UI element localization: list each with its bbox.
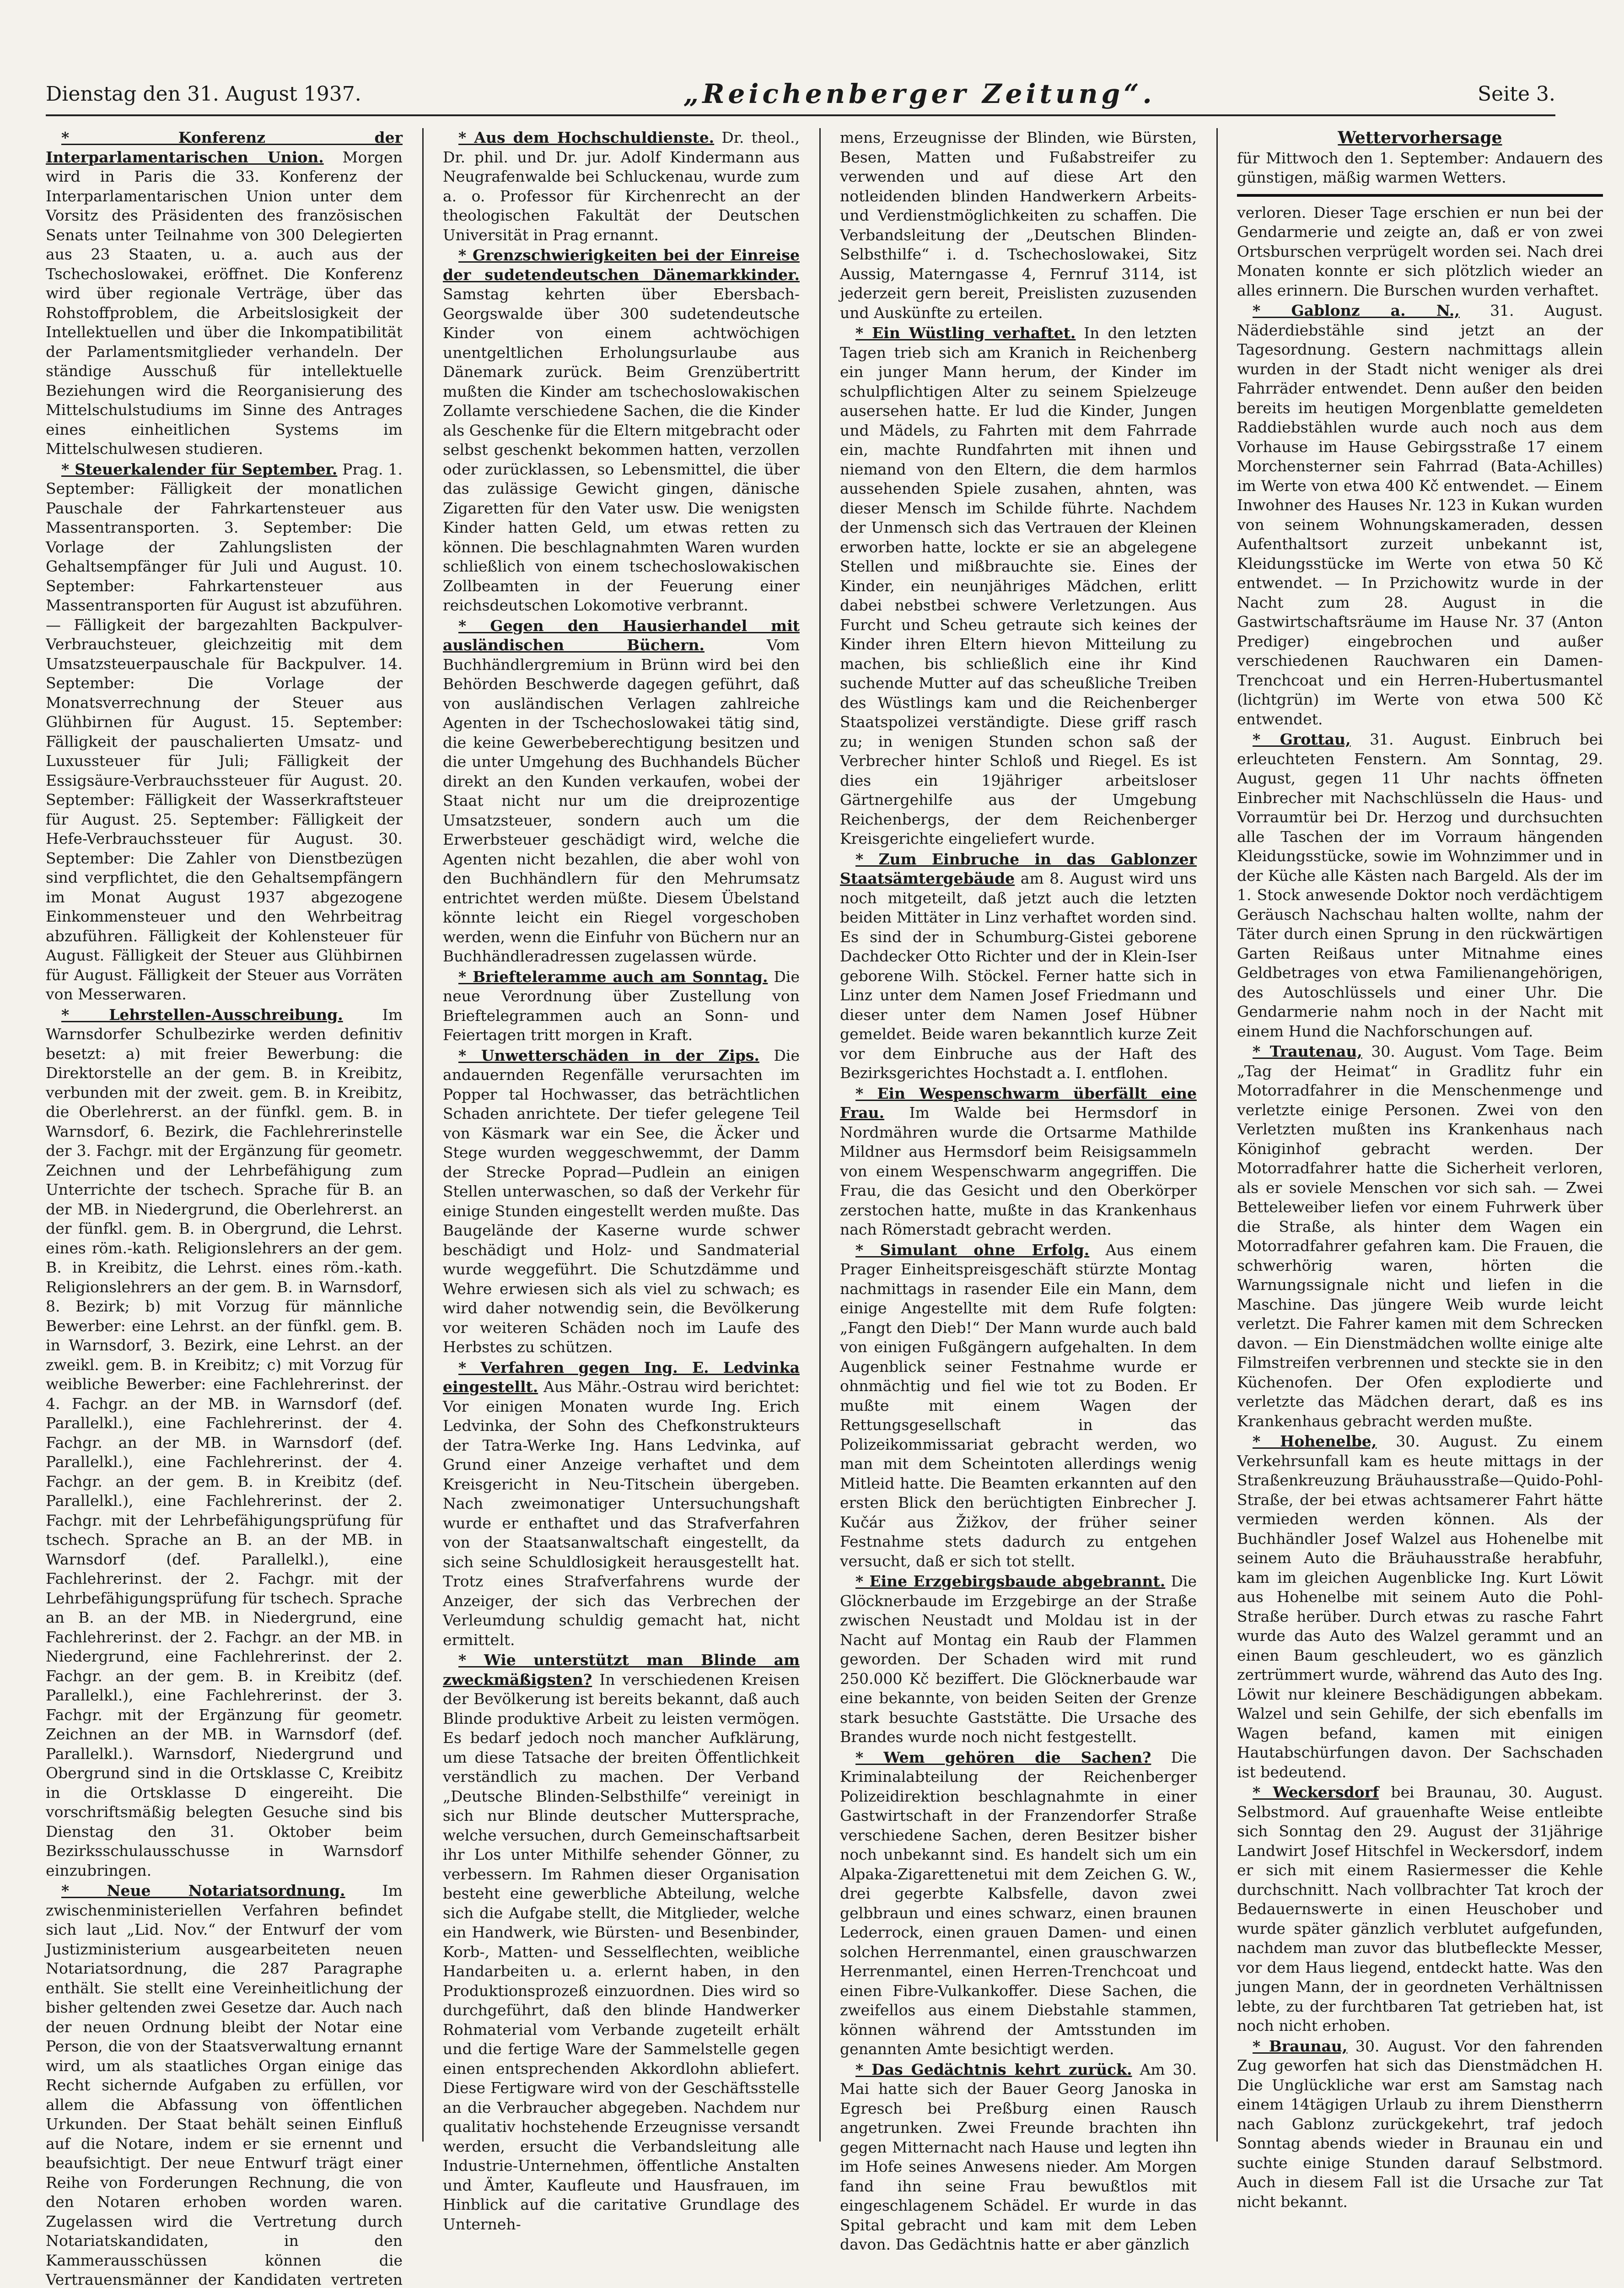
article-body: 30. August. Zu einem Verkehrsunfall kam es heute mittags in der Straßenkreuzung Bräuhausstraße—Quido-Pohl-Straße, der bei etwas achtsamerer Fahrt hätte vermieden werden können. Als der Buchhändler Josef Walzel aus Hohenelbe mit seinem Auto die Bräuhausstraße herabfuhr, kam im gleichen Augenblicke Ing. Kurt Löwit aus Hohenelbe mit seinem Auto die Pohl-Straße herüber. Durch etwas zu rasche Fahrt wurde das Auto des Walzel gerammt und an einen Baum geschleudert, wo es gänzlich zertrümmert wurde, während das Auto des Ing. Löwit nur kleinere Beschädigungen abbekam. Walzel und sein Gehilfe, der sich ebenfalls im Wagen befand, kamen mit einigen Hautabschürfungen davon. Der Sachschaden ist bedeutend.	[1237, 1432, 1603, 1781]
article	[1237, 1432, 1603, 1782]
column-4-articles	[1237, 203, 1603, 2212]
article-headline: * Braunau,	[1253, 2037, 1348, 2055]
article	[840, 324, 1197, 849]
page-header	[46, 73, 1555, 116]
article-body: Dr. theol., Dr. phil. und Dr. jur. Adolf Kindermann aus Neugrafenwalde bei Schluckenau, wurde zum a. o. Professor für Kirchenrecht an der theologischen Fakultät der Deutschen Universität in Prag ernannt.	[443, 129, 800, 244]
article-body: Prag. 1. September: Fälligkeit der monatlichen Pauschale der Fahrkartensteuer aus Massentransporten. 3. September: Die Vorlage der Zahlungslisten der Gehaltsempfänger für Juli und August. 10. September: Fahrkartensteuer aus Massentransporten für August ist abzuführen. — Fälligkeit der bargezahlten Backpulver-Verbrauchsteuer, gleichzeitig mit dem Umsatzsteuerpauschale für Backpulver. 14. September: Die Vorlage der Monatsverrechnung der Steuer aus Glühbirnen für August. 15. September: Fälligkeit der pauschalierten Umsatz- und Luxussteuer für Juli; Fälligkeit der Essigsäure-Verbrauchssteuer für August. 20. September: Fälligkeit der Wasserkraftsteuer für August. 25. September: Fälligkeit der Hefe-Verbrauchssteuer für August. 30. September: Die Zahler von Dienstbezügen sind verpflichtet, die den Gehaltsempfängern im Monat August 1937 abgezogene Einkommensteuer und den Wehrbeitrag abzuführen. Fälligkeit der Kohlensteuer für August. Fälligkeit der Steuer aus Glühbirnen für August. Fälligkeit der Steuer aus Vorräten von Messerwaren.	[46, 460, 403, 1003]
article-headline: * Steuerkalender für September.	[61, 460, 338, 478]
article-headline: * Verfahren gegen Ing. E. Ledvinka eingestellt.	[443, 1358, 800, 1396]
article-body: Am 30. Mai hatte sich der Bauer Georg Janoska in Egresch bei Preßburg einen Rausch angetrunken. Zwei Freunde brachten ihn gegen Mitternacht nach Hause und legten ihn im Hofe seines Anwesens nieder. Am Morgen fand ihn seine Frau bewußtlos mit eingeschlagenem Schädel. Er wurde in das Spital gebracht und kam mit dem Leben davon. Das Gedächtnis hatte er aber gänzlich	[840, 2060, 1197, 2253]
article-body: 31. August. Näderdiebstähle sind jetzt an der Tagesordnung. Gestern nachmittags allein wurden in der Stadt nicht weniger als drei Fahrräder entwendet. Denn außer den beiden bereits im heutigen Morgenblatte gemeldeten Raddiebstählen wurde auch noch aus dem Vorhause im Hause Gebirgsstraße 17 einem Morchensterner sein Fahrrad (Bata-Achilles) im Werte von etwa 400 Kč entwendet. — Einem Inwohner des Hauses Nr. 123 in Kukan wurden von seinem Wohnungskameraden, dessen Aufenthaltsort zurzeit unbekannt ist, Kleidungsstücke im Werte von etwa 50 Kč entwendet. — In Przichowitz wurde in der Nacht zum 28. August in die Gastwirtschaftsräume im Hause Nr. 37 (Anton Prediger) eingebrochen und außer verschiedenen Rauchwaren ein Damen-Trenchcoat und ein Herren-Hubertusmantel (lichtgrün) im Werte von etwa 500 Kč entwendet.	[1237, 302, 1603, 728]
article-headline: * Lehrstellen-Ausschreibung.	[61, 1005, 343, 1024]
article	[443, 967, 800, 1045]
weather-title: Wettervorhersage	[1338, 128, 1502, 147]
article-headline: * Das Gedächtnis kehrt zurück.	[855, 2060, 1132, 2078]
article-body: Aus Mähr.-Ostrau wird berichtet: Vor einigen Monaten wurde Ing. Erich Ledvinka, der Sohn des Chefkonstrukteurs der Tatra-Werke Ing. Hans Ledvinka, auf Grund einer Anzeige verhaftet und dem Kreisgericht in Neu-Titschein übergeben. Nach zweimonatiger Untersuchungshaft wurde er enthaftet und das Strafverfahren von der Staatsanwaltschaft eingestellt, da sich seine Schuldlosigkeit herausgestellt hat. Trotz eines Strafverfahrens wurde der Anzeiger, der sich das Verbrechen der Verleumdung schuldig gemacht hat, nicht ermittelt.	[443, 1378, 800, 1649]
newspaper-page	[46, 73, 1603, 2288]
article-body: Die Glöcknerbaude im Erzgebirge an der Straße zwischen Neustadt und Moldau ist in der Nacht auf Montag ein Raub der Flammen geworden. Der Schaden wird mit rund 250.000 Kč beziffert. Die Glöcknerbaude war eine bekannte, von beiden Seiten der Grenze stark besuchte Gaststätte. Die Ursache des Brandes wurde noch nicht festgestellt.	[840, 1572, 1197, 1746]
article-body: am 8. August wird uns noch mitgeteilt, daß jetzt auch die letzten beiden Mittäter in Linz verhaftet worden sind. Es sind der in Schumburg-Gistei geborene Dachdecker Otto Richter und der in Klein-Iser geborene Wilh. Stöckel. Ferner hatte sich in Linz unter dem Namen Josef Friedmann und dieser unter dem Namen Josef Hübner gemeldet. Beide waren bekanntlich kurze Zeit vor dem Einbruche aus der Haft des Bezirksgerichtes Hochstadt a. I. entflohen.	[840, 869, 1197, 1082]
article-headline: * Neue Notariatsordnung.	[61, 1882, 345, 1899]
article-body: Morgen wird in Paris die 33. Konferenz der Interparlamentarischen Union unter dem Vorsitz des Präsidenten des französischen Senats unter Teilnahme von 300 Delegierten aus 23 Staaten, u. a. auch aus der Tschechoslowakei, eröffnet. Die Konferenz wird über regionale Verträge, über das Rohstoffproblem, die Arbeitslosigkeit der Intellektuellen und über die Inkompatibilität der Parlamentsmitglieder verhandeln. Der ständige Ausschuß für intellektuelle Beziehungen wird die Reorganisierung des Mittelschulstudiums im Sinne des Antrages eines einheitlichen Systems im Mittelschulwesen studieren.	[46, 148, 403, 458]
column-3	[840, 128, 1197, 2253]
article-headline: * Grenzschwierigkeiten bei der Einreise der sudetendeutschen Dänemarkkinder.	[443, 246, 800, 284]
article-headline: * Wie unterstützt man Blinde am zweckmäßigsten?	[443, 1651, 800, 1689]
weather-box	[1237, 128, 1603, 197]
article	[443, 616, 800, 966]
article-headline: * Hohenelbe,	[1253, 1432, 1377, 1450]
article-headline: * Ein Wespenschwarm überfällt eine Frau.	[840, 1084, 1197, 1122]
article	[1237, 2037, 1603, 2212]
article-headline: * Gablonz a. N.,	[1253, 302, 1460, 319]
article-body: Samstag kehrten über Ebersbach-Georgswalde über 300 sudetendeutsche Kinder von einem achtwöchigen unentgeltlichen Erholungsurlaube aus Dänemark zurück. Beim Grenzübertritt mußten die Kinder am tschechoslowakischen Zollamte verschiedene Sachen, die die Kinder als Geschenke für die Eltern mitgebracht oder selbst geschenkt bekommen hatten, verzollen oder zurücklassen, so Lebensmittel, die über das zulässige Gewicht gingen, dänische Zigaretten für den Vater usw. Die wenigsten Kinder hatten Geld, um etwas retten zu können. Die beschlagnahmten Waren wurden schließlich von einem tschechoslowakischen Zollbeamten in der Feuerung einer reichsdeutschen Lokomotive verbrannt.	[443, 285, 800, 614]
article-body: mens, Erzeugnisse der Blinden, wie Bürsten, Besen, Matten und Fußabstreifer zu verwenden und auf diese Art den notleidenden blinden Handwerkern Arbeits- und Verdienstmöglichkeiten zu schaffen. Die Verbandsleitung der „Deutschen Blinden-Selbsthilfe“ i. d. Tschechoslowakei, Sitz Aussig, Materngasse 4, Fernruf 3114, ist jederzeit gern bereit, Preislisten zuzusenden und Auskünfte zu erteilen.	[840, 129, 1197, 322]
article	[840, 1084, 1197, 1240]
article	[46, 128, 403, 459]
article-body: Im Warnsdorfer Schulbezirke werden definitiv besetzt: a) mit freier Bewerbung: die Direktorstelle an der gem. B. in Kreibitz, verbunden mit der zweit. gem. B. in Kreibitz, die Oberlehrerst. an der fünfkl. gem. B. in Warnsdorf, 6. Bezirk, die Fachlehrerinstelle der 3. Fachgr. mit der Ergänzung für geometr. Zeichnen und der Lehrbefähigung zum Unterrichte der tschech. Sprache für B. an der MB. in Niedergrund, die Oberlehrerst. an der fünfkl. gem. B. in Obergrund, die Lehrst. eines röm.-kath. Religionslehrers an der gem. B. in Kreibitz, die Lehrst. eines röm.-kath. Religionslehrers an der gem. B. in Warnsdorf, 8. Bezirk; b) mit Vorzug für männliche Bewerber: eine Lehrst. an der fünfkl. gem. B. in Warnsdorf, 3. Bezirk, eine Lehrst. an der zweikl. gem. B. in Kreibitz; c) mit Vorzug für weibliche Bewerber: eine Fachlehrerinst. der 4. Fachgr. an der MB. in Warnsdorf (def. Parallelkl.), eine Fachlehrerinst. der 4. Fachgr. an der MB. in Warnsdorf (def. Parallelkl.), eine Fachlehrerinst. der 4. Fachgr. an der gem. B. in Kreibitz (def. Parallelkl.), eine Fachlehrerinst. der 2. Fachgr. mit der Lehrbefähigungsprüfung für tschech. Sprache an B. an der MB. in Warnsdorf (def. Parallelkl.), eine Fachlehrerinst. der 2. Fachgr. mit der Lehrbefähigungsprüfung für tschech. Sprache an B. an der MB. in Niedergrund, eine Fachlehrerinst. der 2. Fachgr. an der MB. in Niedergrund, eine Fachlehrerinst. der 2. Fachgr. an der gem. B. in Kreibitz (def. Parallelkl.), eine Fachlehrerinst. der 3. Fachgr. mit der Ergänzung für geometr. Zeichnen an der MB. in Warnsdorf (def. Parallelkl.). Warnsdorf, Niedergrund und Obergrund sind in die Ortsklasse C, Kreibitz in die Ortsklasse D eingereiht. Die vorschriftsmäßig belegten Gesuche sind bis Dienstag den 31. Oktober beim Bezirksschulausschusse in Warnsdorf einzubringen.	[46, 1005, 403, 1879]
article-body: 30. August. Vom Tage. Beim „Tag der Heimat“ in Gradlitz fuhr ein Motorradfahrer in die Menschenmenge und verletzte einige Personen. Zwei von den Verletzten mußten ins Krankenhaus nach Königinhof gebracht werden. Der Motorradfahrer hatte die Sicherheit verloren, als er soviele Menschen vor sich sah. — Zwei Betteleweiber liefen vor einem Fuhrwerk über die Straße, als hinter dem Wagen ein Motorradfahrer gefahren kam. Die Frauen, die schwerhörig waren, hörten die Warnungssignale nicht und liefen in die Maschine. Das jüngere Weib wurde leicht verletzt. Die Fahrer kamen mit dem Schrecken davon. — Ein Dienstmädchen wollte einige alte Filmstreifen verbrennen und steckte sie in den Küchenofen. Der Ofen explodierte und verletzte das Mädchen derart, daß es ins Krankenhaus gebracht werden mußte.	[1237, 1042, 1603, 1430]
article	[1237, 1783, 1603, 2036]
article	[1237, 301, 1603, 729]
article-headline: * Unwetterschäden in der Zips.	[458, 1046, 759, 1064]
page-number: Seite 3.	[1478, 82, 1555, 106]
article	[443, 1651, 800, 2234]
column-rule	[819, 128, 821, 2142]
article-body: Die andauernden Regenfälle verursachten im Popper tal Hochwasser, das beträchtlichen Schaden anrichtete. Der tiefer gelegene Teil von Käsmark war ein See, die Äcker und Stege wurden weggeschwemmt, der Damm der Strecke Poprad—Pudlein an einigen Stellen unterwaschen, so daß der Verkehr für einige Stunden eingestellt werden mußte. Das Baugelände der Kaserne wurde schwer beschädigt und Holz- und Sandmaterial wurde weggeführt. Die Schutzdämme und Wehre erwiesen sich als viel zu schwach; es wird daher notwendig sein, die Bevölkerung vor weiteren Schäden noch im Laufe des Herbstes zu schützen.	[443, 1046, 800, 1356]
article-body: verloren. Dieser Tage erschien er nun bei der Gendarmerie und zeigte an, daß er von zwei Ortsburschen verprügelt worden sei. Nach drei Monaten konnte er sich plötzlich wieder an alles erinnern. Die Burschen wurden verhaftet.	[1237, 203, 1603, 299]
article-body: In verschiedenen Kreisen der Bevölkerung ist bereits bekannt, daß auch Blinde produktive Arbeit zu leisten vermögen. Es bedarf jedoch noch mancher Aufklärung, um diese Tatsache der breiten Öffentlichkeit verständlich zu machen. Der Verband „Deutsche Blinden-Selbsthilfe“ vereinigt in sich nur Blinde deutscher Muttersprache, welche versuchen, durch Gemeinschaftsarbeit ihr Los unter Mithilfe sehender Gönner, zu verbessern. Im Rahmen dieser Organisation besteht eine gewerbliche Abteilung, welche sich die Aufgabe stellt, die Mitglieder, welche ein Handwerk, wie Bürsten- und Besenbinder, Korb-, Matten- und Sesselflechten, weibliche Handarbeiten u. a. erlernt haben, in den Produktionsprozeß einzuordnen. Dies wird so durchgeführt, daß den blinde Handwerker Rohmaterial vom Verbande zugeteilt erhält und die fertige Ware der Sammelstelle gegen einen entsprechenden Akkordlohn abliefert. Diese Fertigware wird von der Geschäftsstelle an die Verbraucher abgegeben. Nachdem nur qualitativ hochstehende Erzeugnisse versandt werden, ersucht die Verbandsleitung alle Industrie-Unternehmen, öffentliche Anstalten und Ämter, Kaufleute und Hausfrauen, im Hinblick auf die caritative Grundlage des Unterneh-	[443, 1670, 800, 2233]
article	[46, 460, 403, 1004]
article-headline: * Zum Einbruche in das Gablonzer Staatsämtergebäude	[840, 850, 1197, 887]
article	[1237, 203, 1603, 301]
article	[443, 1358, 800, 1650]
article-headline: * Aus dem Hochschuldienste.	[458, 129, 715, 146]
column-rule	[422, 128, 424, 2142]
article-body: Aus einem Prager Einheitspreisgeschäft stürzte Montag nachmittags in rasender Eile ein Mann, dem einige Angestellte mit dem Rufe folgten: „Fangt den Dieb!“ Der Mann wurde auch bald von einigen Fußgängern aufgehalten. In dem Augenblick seiner Festnahme wurde er ohnmächtig und fiel wie tot zu Boden. Er mußte mit einem Wagen der Rettungsgesellschaft in das Polizeikommissariat gebracht werden, wo man mit dem Scheintoten allerdings wenig Mitleid hatte. Die Beamten erkannten auf den ersten Blick den berüchtigten Einbrecher J. Kučár aus Žižkov, der früher seiner Festnahme stets dadurch zu entgehen versucht, daß er sich tot stellt.	[840, 1241, 1197, 1570]
article-headline: * Konferenz der Interparlamentarischen Union.	[46, 129, 403, 166]
article-body: Im Walde bei Hermsdorf in Nordmähren wurde die Ortsarme Mathilde Mildner aus Hermsdorf beim Reisigsammeln von einem Wespenschwarm angegriffen. Die Frau, die das Gesicht und den Oberkörper zerstochen hatte, mußte in das Krankenhaus nach Römerstadt gebracht werden.	[840, 1104, 1197, 1238]
article-headline: * Briefteleramme auch am Sonntag.	[458, 967, 768, 986]
article-headline: * Simulant ohne Erfolg.	[855, 1241, 1090, 1259]
article-headline: * Grottau,	[1253, 730, 1351, 748]
article	[840, 850, 1197, 1083]
article	[840, 1241, 1197, 1571]
article	[46, 1881, 403, 2288]
article	[840, 1572, 1197, 1747]
article-headline: * Trautenau,	[1253, 1042, 1362, 1060]
issue-date: Dienstag den 31. August 1937.	[46, 82, 361, 106]
article	[443, 246, 800, 615]
article-headline: * Wem gehören die Sachen?	[855, 1748, 1151, 1766]
newspaper-title: „Reichenberger Zeitung“.	[683, 78, 1156, 109]
article-body: Die Kriminalabteilung der Reichenberger Polizeidirektion beschlagnahmte in einer Gastwirtschaft in der Franzendorfer Straße verschiedene Sachen, deren Besitzer bisher noch unbekannt sind. Es handelt sich um ein Alpaka-Zigarettenetui mit dem Zeichen G. W., drei gegerbte Kalbsfelle, davon zwei gelbbraun und eines schwarz, einen braunen Lederrock, einen grauen Damen- und einen solchen Herrenmantel, einen grauschwarzen Herrenmantel, einen Herren-Trenchcoat und einen Fibre-Vulkankoffer. Diese Sachen, die zweifellos aus einem Diebstahle stammen, können während der Amtsstunden im genannten Amte besichtigt werden.	[840, 1748, 1197, 2058]
article	[443, 128, 800, 245]
article	[840, 2060, 1197, 2255]
columns	[46, 128, 1603, 2288]
article-body: 30. August. Vor den fahrenden Zug geworfen hat sich das Dienstmädchen H. Die Unglückliche war erst am Samstag nach einem 14tägigen Urlaub zu ihrem Dienstherrn nach Gablonz zurückgekehrt, traf jedoch Sonntag abends wieder in Braunau ein und suchte einige Stunden darauf Selbstmord. Auch in diesem Fall ist die Ursache zur Tat nicht bekannt.	[1237, 2037, 1603, 2211]
article-headline: * Ein Wüstling verhaftet.	[855, 324, 1076, 342]
article-body: 31. August. Einbruch bei erleuchteten Fenstern. Am Sonntag, 29. August, gegen 11 Uhr nachts öffneten Einbrecher mit Nachschlüsseln die Haus- und Vorraumtür bei Dr. Herzog und durchsuchten alle Taschen der im Vorraum hängenden Kleidungsstücke, sowie im Wohnzimmer und in der Küche alle Kästen nach Bargeld. Als der im 1. Stock anwesende Doktor noch verdächtigem Geräusch Nachschau halten wollte, nahm der Täter durch einen Sprung in den rückwärtigen Garten Reißaus unter Mitnahme eines Geldbetrages von etwa Familienangehörigen, des Autoschlüssels und einer Uhr. Die Gendarmerie nahm noch in der Nacht mit einem Hund die Nachforschungen auf.	[1237, 730, 1603, 1040]
article	[1237, 1042, 1603, 1431]
article-headline: * Eine Erzgebirgsbaude abgebrannt.	[855, 1572, 1166, 1590]
column-rule	[1216, 128, 1218, 2142]
column-2	[443, 128, 800, 2233]
article	[46, 1005, 403, 1881]
article-headline: * Gegen den Hausierhandel mit ausländischen Büchern.	[443, 616, 800, 654]
column-1	[46, 128, 403, 2288]
weather-text: für Mittwoch den 1. September: Andauern des günstigen, mäßig warmen Wetters.	[1237, 149, 1603, 186]
article	[840, 128, 1197, 323]
article-headline: * Weckersdorf	[1253, 1783, 1379, 1801]
article	[840, 1748, 1197, 2059]
article-body: Im zwischenministeriellen Verfahren befindet sich laut „Lid. Nov.“ der Entwurf der vom Justizministerium ausgearbeiteten neuen Notariatsordnung, die 287 Paragraphe enthält. Sie stellt eine Vereinheitlichung der bisher geltenden zwei Gesetze dar. Auch nach der neuen Ordnung bleibt der Notar eine Person, die von der Staatsverwaltung ernannt wird, um als staatliches Organ einige das Recht sichernde Aufgaben zu erfüllen, vor allem die Abfassung von öffentlichen Urkunden. Der Staat behält seinen Einfluß auf die Notare, indem er sie ernennt und beaufsichtigt. Der neue Entwurf trägt einer Reihe von Forderungen Rechnung, die von den Notaren erhoben worden waren. Zugelassen wird die Vertretung durch Notariatskandidaten, in den Kammerausschüssen können die Vertrauensmänner der Kandidaten vertreten	[46, 1882, 403, 2288]
article-body: In den letzten Tagen trieb sich am Kranich in Reichenberg ein junger Mann herum, der Kinder im schulpflichtigen Alter zu seinem Spielzeuge ausersehen hatte. Er lud die Kinder, Jungen und Mädels, zu Fahrten mit dem Fahrrade ein, machte Rundfahrten mit ihnen und niemand von den Eltern, die dem harmlos aussehenden Spiele zusahen, ahnten, was dieser Mensch im Schilde führte. Nachdem der Unmensch sich das Vertrauen der Kleinen erworben hatte, lockte er sie an abgelegene Stellen und mißbrauchte sie. Eines der Kinder, ein neunjähriges Mädchen, erlitt dabei nebstbei schwere Verletzungen. Aus Furcht und Scheu getraute sich keines der Kinder ihren Eltern hievon Mitteilung zu machen, bis schließlich eine ihr Kind suchende Mutter auf das scheußliche Treiben des Wüstlings kam und die Reichenberger Staatspolizei verständigte. Diese griff rasch zu; in wenigen Stunden schon saß der Verbrecher hinter Schloß und Riegel. Es ist dies ein 19jähriger arbeitsloser Gärtnergehilfe aus der Umgebung Reichenbergs, der dem Reichenberger Kreisgerichte eingeliefert wurde.	[840, 324, 1197, 847]
column-4	[1237, 128, 1603, 2211]
article-body: Die neue Verordnung über Zustellung von Brieftelegrammen auch an Sonn- und Feiertagen tritt morgen in Kraft.	[443, 967, 800, 1044]
article-body: bei Braunau, 30. August. Selbstmord. Auf grauenhafte Weise entleibte sich Sonntag den 29. August der 31jährige Landwirt Josef Hitschfel in Weckersdorf, indem er sich mit einem Rasiermesser die Kehle durchschnitt. Nach vollbrachter Tat kroch der Bedauernswerte in einen Heuschober und wurde später gänzlich verblutet aufgefunden, nachdem man zuvor das blutbefleckte Messer, vor dem Haus liegend, entdeckt hatte. Was den jungen Mann, der in geordneten Verhältnissen lebte, zu der furchtbaren Tat getrieben hat, ist noch nicht erhoben.	[1237, 1783, 1603, 2034]
article-body: Vom Buchhändlergremium in Brünn wird bei den Behörden Beschwerde dagegen geführt, daß von ausländischen Verlagen zahlreiche Agenten in der Tschechoslowakei tätig sind, die keine Gewerbeberechtigung besitzen und die unter Umgehung des Buchhandels Bücher direkt an den Kunden verkaufen, wobei der Staat nicht nur um die dreiprozentige Umsatzsteuer, sondern auch um die Erwerbsteuer geschädigt wird, welche die Agenten nicht bezahlen, die aber wohl von den Buchhändlern für den Mehrumsatz entrichtet werden müßte. Diesem Übelstand könnte leicht ein Riegel vorgeschoben werden, wenn die Einfuhr von Büchern nur an Buchhändleradressen zugelassen würde.	[443, 636, 800, 965]
article	[1237, 730, 1603, 1041]
article	[443, 1046, 800, 1357]
